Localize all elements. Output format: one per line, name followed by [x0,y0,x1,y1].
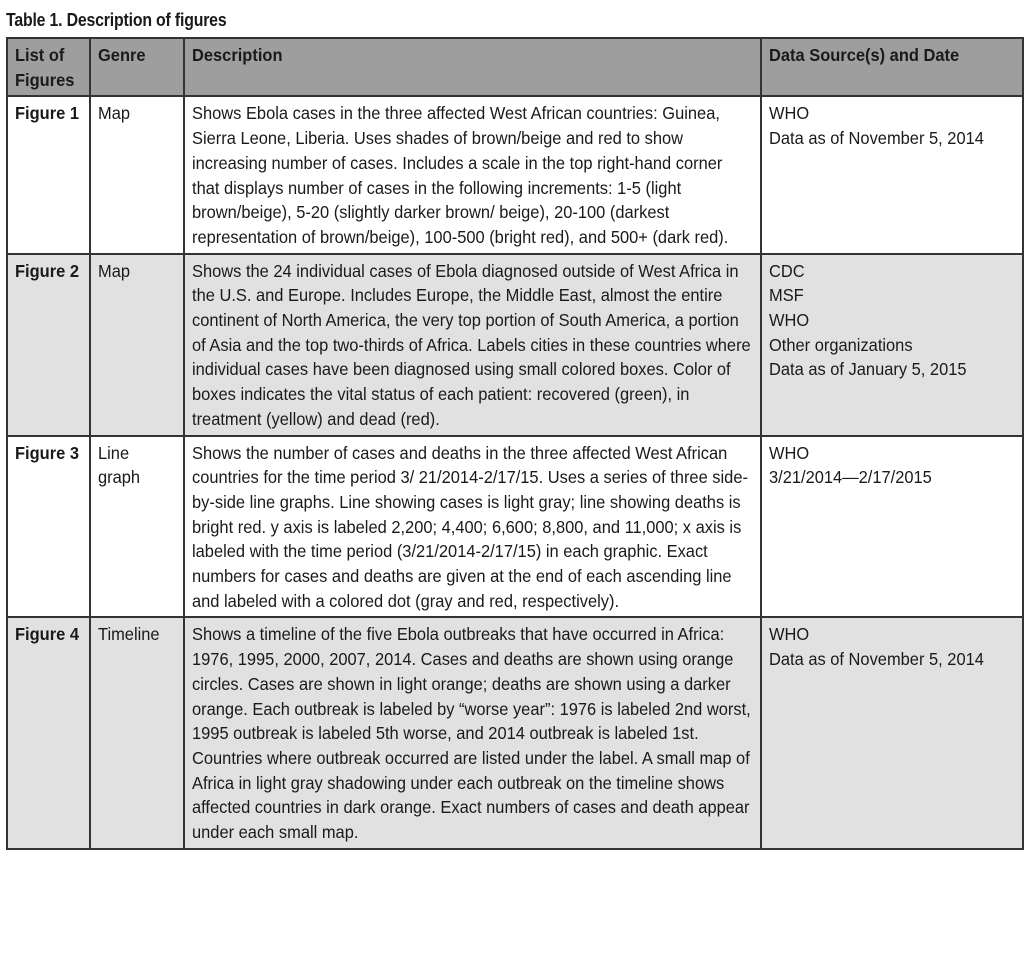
table-row [7,254,1023,436]
table-row [7,436,1023,618]
figure-name: Figure 3 [7,436,90,618]
source-line: WHO [769,310,810,331]
figure-sources [761,96,1023,253]
table-caption: Table 1. Description of figures [6,10,227,30]
source-line: 3/21/2014—2/17/2015 [769,467,932,488]
source-line: CDC [769,260,805,281]
figure-description: Shows the 24 individual cases of Ebola diagnosed outside of West Africa in the U.S. and Europe. Includes Europe, the Middle East, almost the entire continent of North America, the very top portion of South America, a portion of Asia and the top two-thirds of Africa. Labels cities in these countries where individual cases have been diagnosed using small colored boxes. Color of boxes indicates the vital status of each patient: recovered (green), in treatment (yellow) and dead (red). [184,254,761,436]
header-description: Description [184,38,761,96]
figure-genre: Line graph [90,436,184,618]
source-line: Data as of November 5, 2014 [769,128,984,149]
header-genre: Genre [90,38,184,96]
figure-genre: Timeline [90,617,184,848]
header-data-sources: Data Source(s) and Date [761,38,1023,96]
source-line: Other organizations [769,334,913,355]
figure-sources [761,436,1023,618]
figure-description: Shows the number of cases and deaths in the three affected West African countries for the time period 3/ 21/2014-2/17/15. Uses a series of three side-by-side line graphs. Line showing cases is light gray; line showing deaths is bright red. y axis is labeled 2,200; 4,400; 6,600; 8,800, and 11,000; x axis is labeled with the time period (3/21/2014-2/17/15) in each graphic. Exact numbers for cases and deaths are given at the end of each ascending line and labeled with a colored dot (gray and red, respectively). [184,436,761,618]
figure-description: Shows Ebola cases in the three affected West African countries: Guinea, Sierra Leone, Liberia. Uses shades of brown/beige and red to show increasing number of cases. Includes a scale in the top right-hand corner that displays number of cases in the following increments: 1-5 (light brown/beige), 5-20 (slightly darker brown/ beige), 20-100 (darkest representation of brown/beige), 100-500 (bright red), and 500+ (dark red). [184,96,761,253]
figure-name: Figure 4 [7,617,90,848]
source-line: WHO [769,103,810,124]
figure-name: Figure 2 [7,254,90,436]
source-line: MSF [769,285,804,306]
header-list-of-figures: List of Figures [7,38,90,96]
figure-genre: Map [90,96,184,253]
figures-table [6,37,1024,850]
header-row [7,38,1023,96]
source-line: Data as of January 5, 2015 [769,359,967,380]
table-row [7,617,1023,848]
figure-sources [761,254,1023,436]
figure-sources [761,617,1023,848]
figure-description: Shows a timeline of the five Ebola outbreaks that have occurred in Africa: 1976, 1995, 2000, 2007, 2014. Cases and deaths are shown using orange circles. Cases are shown in light orange; deaths are shown using a darker orange. Each outbreak is labeled by “worse year”: 1976 is labeled 2nd worst, 1995 outbreak is labeled 5th worse, and 2014 outbreak is labeled 1st. Countries where outbreak occurred are listed under the label. A small map of Africa in light gray shadowing under each outbreak on the timeline shows affected countries in dark orange. Exact numbers of cases and death appear under each small map. [184,617,761,848]
source-line: WHO [769,624,810,645]
source-line: WHO [769,442,810,463]
figure-genre: Map [90,254,184,436]
table-row [7,96,1023,253]
source-line: Data as of November 5, 2014 [769,649,984,670]
figure-name: Figure 1 [7,96,90,253]
